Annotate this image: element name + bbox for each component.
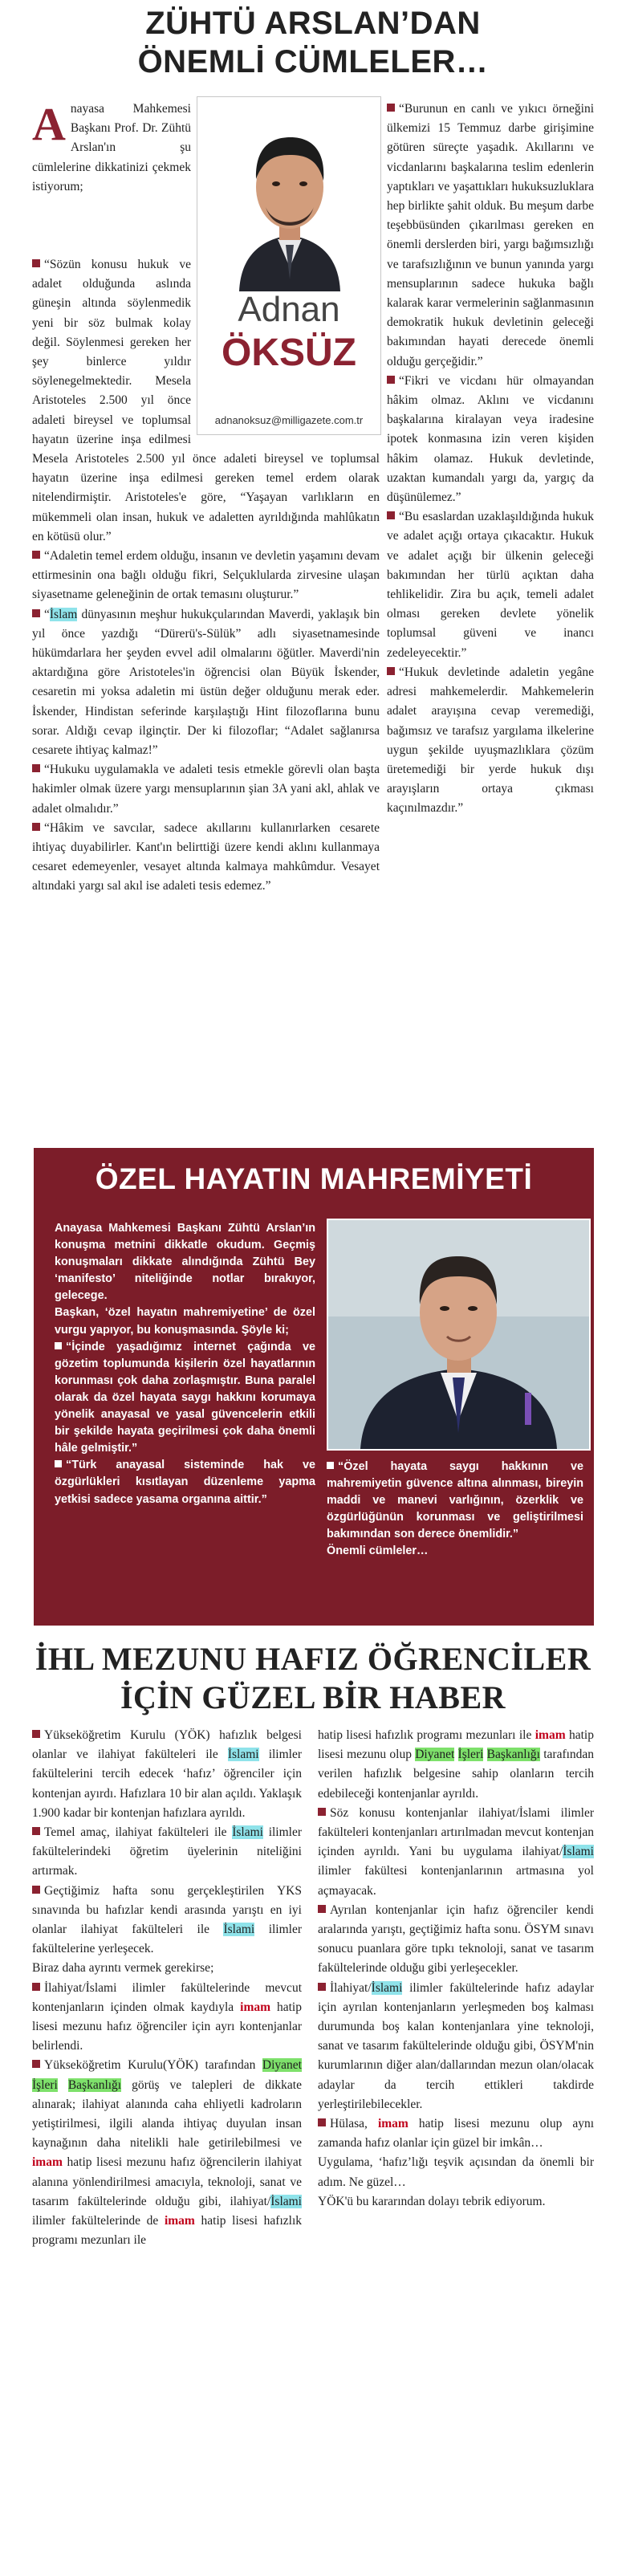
article1-column1-top <box>32 100 191 197</box>
paragraph-free-judge: “Fikri ve vicdanı hür olmayandan hâkim olmaz. Aklını ve vicdanını başkalarına kiralayan veya iradesine ipotek konmasına izin veren kişiden hâkim olamaz. Hukuk devletinde, uzaktan kumandalı yargı da, yargıç da düşünülemez.” <box>387 373 594 505</box>
box-paragraph-6: Önemli cümleler… <box>327 1544 429 1558</box>
paragraph-july15: “Burunun en canlı ve yıkıcı örneğini ülkemizi 15 Temmuz darbe girişimine götüren süreçte yaşadık. Akıllarını ve vicdanlarını başkalarına teslim edenlerin yaptıkları ve yaşattıkları hukuksuzluklara hep birlikte şahit olduk. Bu meşum darbe teşebbüsünden çıkarılması gereken en önemli derslerden biri, yargı bağımsızlığı ve tarafsızlığının ve bunun yanında yargı mensuplarının sadece hukuka bağlı kalarak karar vermelerinin sağlanmasının demokratik hukuk devletinin geleceği bakımından hayati derecede önemli olduğu gerçeğidir.” <box>387 102 594 368</box>
arslan-photo <box>327 1219 591 1451</box>
article1-column3 <box>387 100 594 1123</box>
bullet-square-icon <box>387 511 395 519</box>
paragraph-aristotle: “Sözün konusu hukuk ve adalet olduğunda aslında güneşin altında söylenmedik yeni bir söz bulmak kolay değil. Söylenmesi gereken her şey binlerce yıldır söylenegelmektedir. Mesela Aristoteles 2.500 yıl önce adaleti bireysel ve toplumsal hayatın üzerine inşa edilmesi <box>32 258 191 446</box>
bullet-square-icon <box>32 551 40 559</box>
article-title-line1: ZÜHTÜ ARSLAN’DAN <box>145 6 481 41</box>
author-last-name: ÖKSÜZ <box>222 332 356 374</box>
bullet-square-icon <box>318 2118 326 2126</box>
bullet-square-icon <box>55 1460 62 1467</box>
bullet-square-icon <box>387 376 395 384</box>
article-title-line2: ÖNEMLİ CÜMLELER… <box>137 44 489 79</box>
article2-title-line2: İÇİN GÜZEL BİR HABER <box>120 1679 506 1715</box>
bullet-square-icon <box>32 1983 40 1991</box>
bullet-square-icon <box>32 823 40 831</box>
bullet-square-icon <box>32 764 40 772</box>
article2-column-left: Yükseköğretim Kurulu (YÖK) hafızlık belgesi olanlar ve ilahiyat fakülteleri ile İslami ilimler fakültelerini tercih edecek ‘hafız’ öğrenciler için kontenjan ayırdı. Hafızlara 10 bir alan açıldı. Yaklaşık 1.900 kadar bir kontenjan hafızlara ayrıldı. Temel amaç, ilahiyat fakülteleri ile İslami ilimler fakültelerindeki öğretim üyelerinin niteliğini artırmak. Geçtiğimiz hafta sonu gerçekleştirilen YKS sınavında bu hafızlar kendi arasında yarıştı en iyi olanlar ilahiyat fakülteleri ile İslami ilimler fakültelerine yerleşecek. Biraz daha ayrıntı vermek gerekirse; İlahiyat/İslami ilimler fakültelerinde mevcut kontenjanların içinden olmak kaydıyla imam hatip lisesi mezunu hafız öğrenciler için ayrı kontenjanlar belirlendi. Yükseköğretim Kurulu(YÖK) tarafından Diyanet İşleri Başkanlığı görüş ve talepleri de dikkate alınarak; ilahiyat alanında caha ehliyetli kadroların yetiştirilmesi, ilgili alanda ihtiyaç duyulan insan kaynağının daha nitelikli hale getirilebilmesi ve imam hatip lisesi mezunu hafız öğrencilerin ilahiyat alanına yönlendirilmesi amacıyla, teknoloji, sanat ve tasarım fakültelerinde olduğu gibi, ilahiyat/İslami ilimler fakültelerinde de imam hatip lisesi hafızlık programı mezunları ile <box>32 1728 302 2248</box>
drop-cap: A <box>32 98 66 150</box>
author-email: adnanoksuz@milligazete.com.tr <box>214 414 364 426</box>
bullet-square-icon <box>318 1808 326 1816</box>
bullet-square-icon <box>55 1342 62 1349</box>
article1-column1-mid <box>32 255 191 448</box>
article1-column1-bottom: Mesela Aristoteles 2.500 yıl önce adaleti bireysel ve toplumsal hayatın üzerine inşa edilmesi gereken temel erdem olarak nitelendirmiştir. Aristoteles'e göre, “Yaşayan varlıkların en mükemmeli olan insan, hukuk ve adaletten ayrıldığında mahlûkatın en kötüsü olur.” “Adaletin temel erdem olduğu, insanın ve devletin yaşamını devam ettirmesinin ona bağlı olduğu fikri, Selçuklularda zirvesine ulaşan siyasetname geleneğinin de ortak temasını oluşturur.” “İslam dünyasının meşhur hukukçularından Maverdi, yaklaşık bin yıl önce yazdığı “Dürerü's-Sülük” adlı siyasetnamesinde hükümdarlara her şeyden evvel adil olmalarını öğütler. Maverdi'nin aktardığına göre Aristoteles'in öğrencisi olan Büyük İskender, cesaretin mi yoksa adaletin mi üstün değer olduğunu merak eder. İskender, Hindistan seferinde karşılaştığı Hint filozoflarına bunu sorar. Aldığı cevap ilginçtir. Der ki filozoflar; “Adalet sağlanırsa cesarete ihtiyaç kalmaz!” “Hukuku uygulamakla ve adaleti tesis etmekle görevli olan başta hakimler olmak üzere yargı mensuplarının şian 3A yani akl, ahlak ve adalet olmalıdır.” “Hâkim ve savcılar, sadece akıllarını kullanırlarken cesarete ihtiyaç duyabilirler. Kant'ın belirttiği üzere kendi aklını kullanmaya cesaret edemeyenler, vesayet altında kalmaya mahkûmdur. Vesayet altındaki yargı sal akıl ise adaleti tesis edemez.” <box>32 452 380 893</box>
bullet-square-icon <box>327 1462 334 1469</box>
paragraph-courage: “Hâkim ve savcılar, sadece akıllarını kullanırlarken cesarete ihtiyaç duyabilirler. Kant'ın belirttiği üzere kendi aklını kullanmaya cesaret edemeyenler, vesayet altında kalmaya mahkûmdur. Vesayet altındaki yargı sal akıl ise adaleti tesis edemez.” <box>32 820 380 893</box>
bullet-square-icon <box>318 1983 326 1991</box>
box-title: ÖZEL HAYATIN MAHREMİYETİ <box>95 1162 533 1195</box>
author-photo <box>230 107 350 291</box>
paragraph-justice-gap: “Bu esaslardan uzaklaşıldığında hukuk ve adalet açığı ortaya çıkacaktır. Hukuk ve adalet açığı bir ülkenin geleceği bakımından her türlü açıktan daha tehlikelidir. Zira bu açık, temeli adalet olması gereken devlete yönelik toplumsal güveni ve inancı zedeleyecektir.” <box>387 510 594 660</box>
box-paragraph-3: “İçinde yaşadığımız internet çağında ve gözetim toplumunda kişilerin özel hayatlarının korunması çok daha zorlaşmıştır. Buna paralel olarak da özel hayata saygı hakkını korumaya yönelik anayasal ve yasal güvencelerin etkili bir şekilde hayata geçirilmesi çok daha önemli hâle gelmiştir.” <box>55 1340 315 1455</box>
article2-column-right: hatip lisesi hafızlık programı mezunları ile imam hatip lisesi mezunu olup Diyanet İşleri Başkanlığı tarafından verilen hafızlık belgesine sahip olanların tercih edebileceği kontenjanlar ayrıldı. Söz konusu kontenjanlar ilahiyat/İslami ilimler fakülteleri kontenjanları artırılmadan mevcut kontenjan içinden ayrıldı. Yani bu uygulama ilahiyat/İslami ilimler fakültesi kontenjanlarının artmasına yol açmayacak. Ayrılan kontenjanlar için hafız öğrenciler kendi aralarında yarıştı, geçtiğimiz hafta sonu. ÖSYM sınavı sonucu puanlara göre tıpkı teknoloji, sanat ve tasarım fakültelerinde olduğu gibi yerleşecekler. İlahiyat/İslami ilimler fakültelerinde hafız adaylar için ayrılan kontenjanların yerleşmeden boş kalması durumunda boş kalan kontenjanlara yine teknoloji, sanat ve tasarım fakültelerinde olduğu gibi, ÖSYM'nin kurumlarının diğer alan/dallarından mezun olan/olacak adaylar da tercih ettikleri takdirde yerleştirilebilecekler. Hülasa, imam hatip lisesi mezunu olup aynı zamanda hafız olanlar için güzel bir imkân… Uygulama, ‘hafız’lığı teşvik açısından da önemli bir adım. Ne güzel… YÖK'ü bu kararından dolayı tebrik ediyorum. <box>318 1728 594 2208</box>
author-first-name: Adnan <box>238 290 340 329</box>
paragraph-courts: “Hukuk devletinde adaletin yegâne adresi mahkemelerdir. Mahkemelerin adalet arayışına cevap veremediği, bağımsız ve tarafsız yargılama ilkelerine uygun şekilde uyuşmazlıklara çözüm üretemediği bir yerde hukuk dışı arayışların ortaya çıkması kaçınılmazdır.” <box>387 665 594 816</box>
bullet-square-icon <box>32 2060 40 2068</box>
article2-title-line1: İHL MEZUNU HAFIZ ÖĞRENCİLER <box>35 1641 591 1677</box>
bullet-square-icon <box>387 104 395 112</box>
box-paragraph-4: “Türk anayasal sisteminde hak ve özgürlükleri kısıtlayan düzenleme yapma yetkisi sadece yasama organına aittir.” <box>55 1459 315 1506</box>
box-paragraph-1: Anayasa Mahkemesi Başkanı Zühtü Arslan’ın konuşma metnini dikkatle okudum. Geçmiş konuşmaları dikkate alındığında Zühtü Bey ‘manifesto’ niteliğinde notlar bırakıyor, gelecege. <box>55 1222 315 1303</box>
bullet-square-icon <box>318 1905 326 1913</box>
box-paragraph-5: “Özel hayata saygı hakkının ve mahremiyetin güvence altına alınması, bireyin maddi ve manevi varlığının, özerklik ve özgürlüğünün korunması ve geliştirilmesi bakımından son derece önemlidir.” <box>327 1460 583 1541</box>
highlight-islam: İslam <box>49 607 78 621</box>
paragraph-maverdi: dünyasının meşhur hukukçularından Maverdi, yaklaşık bin yıl önce yazdığı “Dürerü's-Sülük” adlı siyasetnamesinde hükümdarlara her şeyden evvel adil olmalarını öğütler. Maverdi'nin aktardığına göre Aristoteles'in öğrencisi olan Büyük İskender, cesaretin mi yoksa adaletin mi üstün değer olduğunu merak eder. İskender, Hindistan seferinde karşılaştığı Hint filozoflarına bunu sorar. Aldığı cevap ilginçtir. Der ki filozoflar; “Adalet sağlanırsa cesarete ihtiyaç kalmaz!” <box>32 607 380 758</box>
bullet-square-icon <box>32 1886 40 1894</box>
author-box <box>197 96 381 435</box>
box-paragraph-2: Başkan, ‘özel hayatın mahremiyetine’ de özel vurgu yapıyor, bu konuşmasında. Şöyle ki; <box>55 1306 315 1337</box>
box-column-left <box>55 1220 315 1508</box>
intro-paragraph: Anayasa Mahkemesi Başkanı Prof. Dr. Zühtü Arslan'ın şu cümlelerine dikkatinizi çekmek istiyorum; <box>32 98 191 193</box>
paragraph-judges: “Hukuku uygulamakla ve adaleti tesis etmekle görevli olan başta hakimler olmak üzere yargı mensuplarının şian 3A yani akl, ahlak ve adalet olmalıdır.” <box>32 763 380 816</box>
bullet-square-icon <box>32 259 40 267</box>
box-column-right <box>327 1459 583 1561</box>
bullet-square-icon <box>32 609 40 617</box>
bullet-square-icon <box>387 667 395 675</box>
paragraph-virtue: “Adaletin temel erdem olduğu, insanın ve devletin yaşamını devam ettirmesinin ona bağlı olduğu fikri, Selçuklularda zirvesine ulaşan siyasetname geleneğinin de ortak temasını oluşturur.” <box>32 549 380 602</box>
bullet-square-icon <box>32 1730 40 1738</box>
private-life-box <box>34 1148 594 1626</box>
bullet-square-icon <box>32 1827 40 1835</box>
